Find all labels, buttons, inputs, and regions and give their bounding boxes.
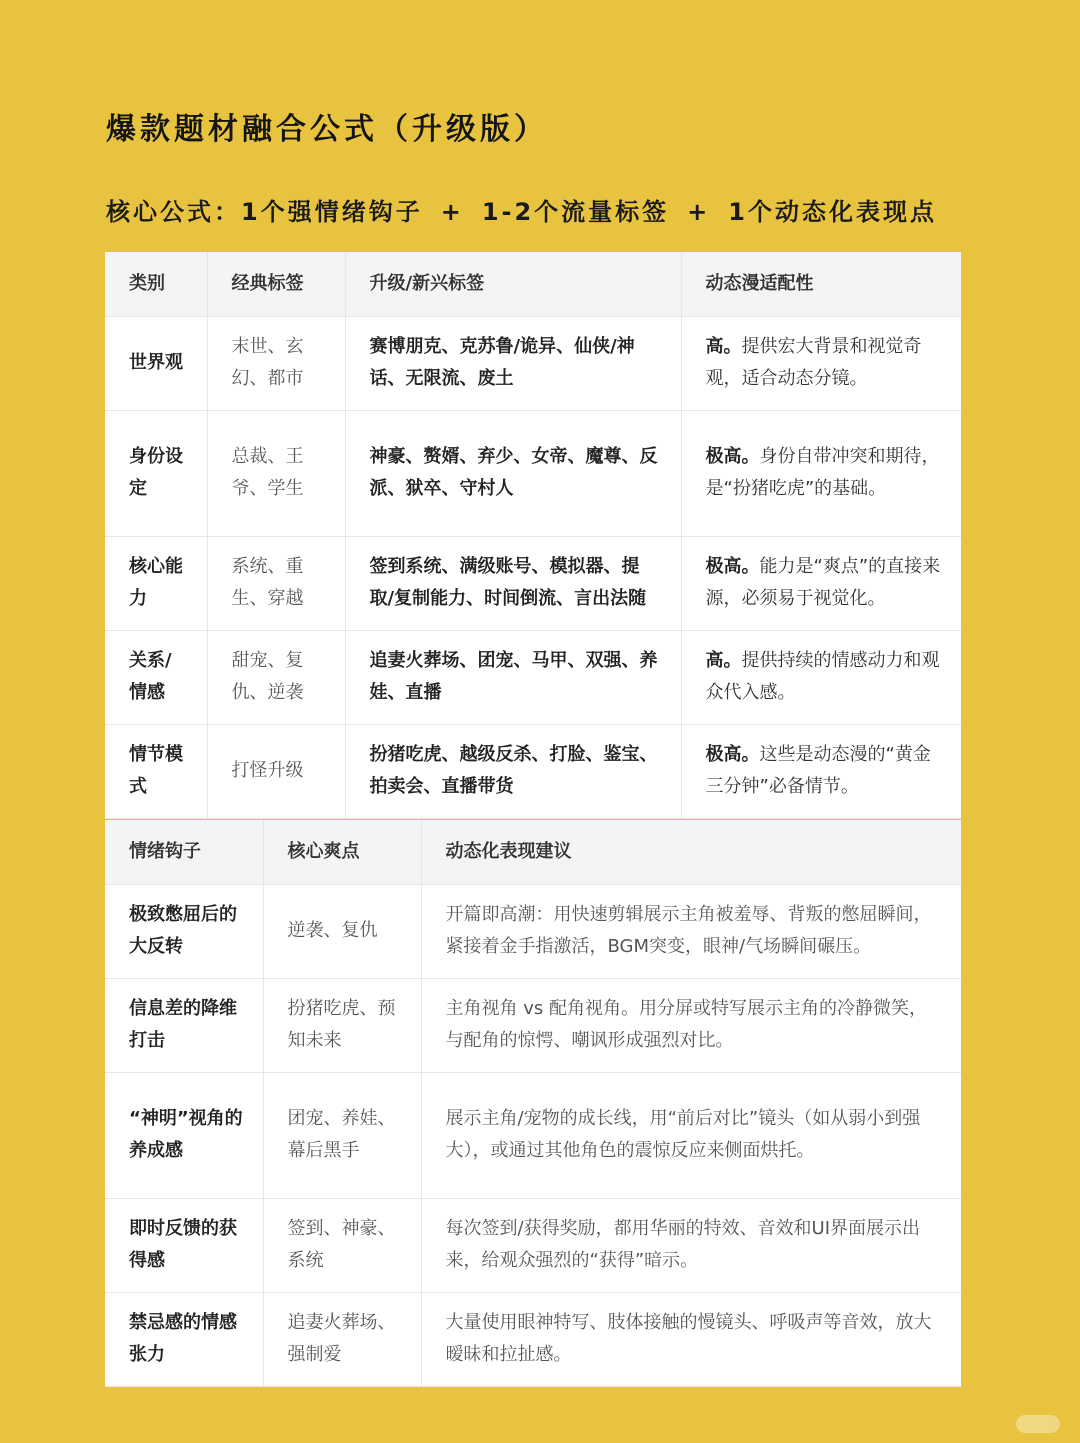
hook-table: [105, 820, 961, 1387]
point-cell: 团宠、养娃、幕后黑手: [263, 1072, 421, 1198]
watermark-badge: [1016, 1415, 1060, 1433]
formula-plus: +: [687, 198, 711, 226]
column-header-point: 核心爽点: [263, 820, 421, 884]
column-header-hook: 情绪钩子: [105, 820, 263, 884]
column-header-fit: 动态漫适配性: [681, 252, 961, 316]
table-row: [105, 1072, 961, 1198]
table-row: [105, 410, 961, 536]
classic-tags-cell: 打怪升级: [207, 724, 345, 818]
hook-cell: 信息差的降维打击: [105, 978, 263, 1072]
new-tags-cell: 赛博朋克、克苏鲁/诡异、仙侠/神话、无限流、废土: [345, 316, 681, 410]
fit-text: 这些是动态漫的“黄金三分钟”必备情节。: [705, 744, 931, 797]
column-header-advice: 动态化表现建议: [421, 820, 961, 884]
hook-cell: “神明”视角的养成感: [105, 1072, 263, 1198]
hook-cell: 即时反馈的获得感: [105, 1198, 263, 1292]
fit-level: 极高。: [705, 556, 760, 577]
category-cell: 关系/情感: [105, 630, 207, 724]
table-row: [105, 978, 961, 1072]
advice-cell: 主角视角 vs 配角视角。用分屏或特写展示主角的冷静微笑，与配角的惊愕、嘲讽形成强烈对比。: [421, 978, 961, 1072]
advice-cell: 展示主角/宠物的成长线，用“前后对比”镜头（如从弱小到强大），或通过其他角色的震惊反应来侧面烘托。: [421, 1072, 961, 1198]
table-row: [105, 1292, 961, 1386]
category-cell: 身份设定: [105, 410, 207, 536]
core-formula: [106, 192, 937, 227]
fit-level: 高。: [705, 336, 742, 357]
new-tags-cell: 扮猪吃虎、越级反杀、打脸、鉴宝、拍卖会、直播带货: [345, 724, 681, 818]
tag-table: [105, 252, 961, 819]
hook-cell: 极致憋屈后的大反转: [105, 884, 263, 978]
formula-part-hook: 1个强情绪钩子: [241, 198, 423, 226]
hook-cell: 禁忌感的情感张力: [105, 1292, 263, 1386]
classic-tags-cell: 系统、重生、穿越: [207, 536, 345, 630]
classic-tags-cell: 甜宠、复仇、逆袭: [207, 630, 345, 724]
table-row: [105, 884, 961, 978]
table-row: [105, 1198, 961, 1292]
fit-cell: [681, 410, 961, 536]
fit-text: 提供持续的情感动力和观众代入感。: [705, 650, 940, 703]
page-title: 爆款题材融合公式（升级版）: [106, 112, 548, 147]
advice-cell: 大量使用眼神特写、肢体接触的慢镜头、呼吸声等音效，放大暧昧和拉扯感。: [421, 1292, 961, 1386]
formula-plus: +: [440, 198, 464, 226]
new-tags-cell: 神豪、赘婿、弃少、女帝、魔尊、反派、狱卒、守村人: [345, 410, 681, 536]
point-cell: 签到、神豪、系统: [263, 1198, 421, 1292]
fit-level: 极高。: [705, 744, 760, 765]
point-cell: 追妻火葬场、强制爱: [263, 1292, 421, 1386]
classic-tags-cell: 总裁、王爷、学生: [207, 410, 345, 536]
new-tags-cell: 追妻火葬场、团宠、马甲、双强、养娃、直播: [345, 630, 681, 724]
fit-level: 极高。: [705, 446, 760, 467]
table-row: [105, 724, 961, 818]
table-row: [105, 316, 961, 410]
fit-text: 提供宏大背景和视觉奇观，适合动态分镜。: [705, 336, 922, 389]
fit-cell: [681, 536, 961, 630]
formula-part-dynamic: 1个动态化表现点: [728, 198, 937, 226]
column-header-classic: 经典标签: [207, 252, 345, 316]
fit-cell: [681, 724, 961, 818]
fit-text: 能力是“爽点”的直接来源，必须易于视觉化。: [705, 556, 941, 609]
category-cell: 核心能力: [105, 536, 207, 630]
column-header-new: 升级/新兴标签: [345, 252, 681, 316]
formula-label: 核心公式：: [106, 198, 241, 226]
category-cell: 世界观: [105, 316, 207, 410]
table-row: [105, 536, 961, 630]
formula-part-tags: 1-2个流量标签: [481, 198, 670, 226]
tag-table-header-row: [105, 252, 961, 316]
table-row: [105, 630, 961, 724]
hook-table-header-row: [105, 820, 961, 884]
classic-tags-cell: 末世、玄幻、都市: [207, 316, 345, 410]
fit-cell: [681, 316, 961, 410]
category-cell: 情节模式: [105, 724, 207, 818]
point-cell: 逆袭、复仇: [263, 884, 421, 978]
fit-level: 高。: [705, 650, 742, 671]
advice-cell: 开篇即高潮：用快速剪辑展示主角被羞辱、背叛的憋屈瞬间，紧接着金手指激活，BGM突变，眼神/气场瞬间碾压。: [421, 884, 961, 978]
advice-cell: 每次签到/获得奖励，都用华丽的特效、音效和UI界面展示出来，给观众强烈的“获得”暗示。: [421, 1198, 961, 1292]
column-header-category: 类别: [105, 252, 207, 316]
fit-text: 身份自带冲突和期待，是“扮猪吃虎”的基础。: [705, 446, 940, 499]
point-cell: 扮猪吃虎、预知未来: [263, 978, 421, 1072]
new-tags-cell: 签到系统、满级账号、模拟器、提取/复制能力、时间倒流、言出法随: [345, 536, 681, 630]
fit-cell: [681, 630, 961, 724]
